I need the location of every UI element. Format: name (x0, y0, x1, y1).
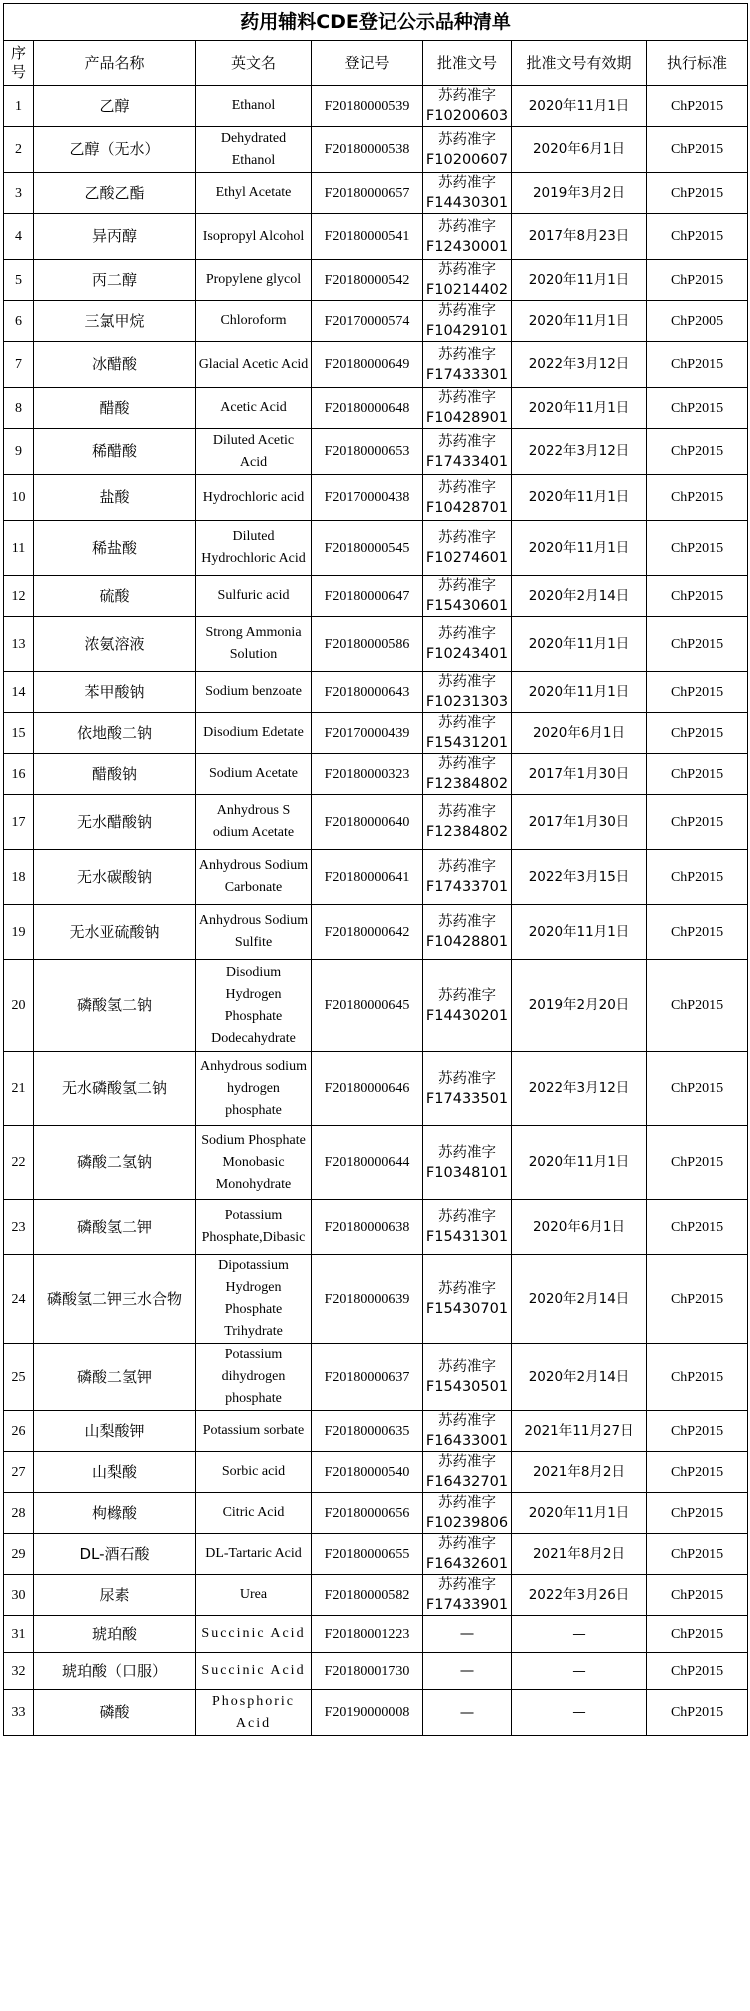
table-row (4, 1616, 748, 1653)
cell-name-cn: 无水亚硫酸钠 (34, 905, 196, 960)
cell-reg-no: F20180000653 (312, 429, 423, 475)
cell-name-cn: 尿素 (34, 1575, 196, 1616)
cell-reg-no: F20180000646 (312, 1052, 423, 1126)
cell-name-cn: 乙酸乙酯 (34, 173, 196, 214)
cell-validity: 2020年11月1日 (512, 1126, 647, 1200)
cell-validity: 2020年11月1日 (512, 617, 647, 672)
cell-standard: ChP2015 (647, 1534, 748, 1575)
cell-reg-no: F20180000640 (312, 795, 423, 850)
table-row (4, 672, 748, 713)
cell-validity: 2020年11月1日 (512, 1493, 647, 1534)
cell-no: 32 (4, 1653, 34, 1690)
cell-reg-no: F20170000439 (312, 713, 423, 754)
cell-reg-no: F20180000639 (312, 1255, 423, 1344)
cell-standard: ChP2015 (647, 850, 748, 905)
cell-standard: ChP2015 (647, 1690, 748, 1736)
table-row (4, 342, 748, 388)
header-name-en: 英文名 (196, 41, 312, 86)
cell-no: 12 (4, 576, 34, 617)
cell-standard: ChP2015 (647, 260, 748, 301)
table-row (4, 1255, 748, 1344)
cell-standard: ChP2015 (647, 1493, 748, 1534)
cell-name-cn: 稀盐酸 (34, 521, 196, 576)
cell-standard: ChP2015 (647, 617, 748, 672)
cell-reg-no: F20180000647 (312, 576, 423, 617)
cell-approval-no: 苏药准字F10428701 (423, 475, 512, 521)
table-row (4, 1411, 748, 1452)
cell-validity: 2020年2月14日 (512, 1344, 647, 1411)
cell-validity: — (512, 1616, 647, 1653)
page-title: 药用辅料CDE登记公示品种清单 (4, 4, 748, 41)
cell-name-cn: 无水磷酸氢二钠 (34, 1052, 196, 1126)
cell-standard: ChP2015 (647, 672, 748, 713)
cell-validity: 2020年6月1日 (512, 1200, 647, 1255)
cell-no: 2 (4, 127, 34, 173)
cell-validity: 2020年11月1日 (512, 521, 647, 576)
cell-no: 4 (4, 214, 34, 260)
cell-standard: ChP2015 (647, 1200, 748, 1255)
cell-name-cn: 稀醋酸 (34, 429, 196, 475)
cell-approval-no: 苏药准字F10239806 (423, 1493, 512, 1534)
cell-name-cn: 磷酸二氢钾 (34, 1344, 196, 1411)
cell-name-en: Propylene glycol (196, 260, 312, 301)
cell-approval-no: 苏药准字F15430601 (423, 576, 512, 617)
cell-standard: ChP2015 (647, 1411, 748, 1452)
cell-approval-no: — (423, 1690, 512, 1736)
cell-standard: ChP2015 (647, 1653, 748, 1690)
cell-approval-no: 苏药准字F10428901 (423, 388, 512, 429)
cell-name-cn: 磷酸氢二钾三水合物 (34, 1255, 196, 1344)
header-standard: 执行标准 (647, 41, 748, 86)
header-reg-no: 登记号 (312, 41, 423, 86)
cell-name-cn: 丙二醇 (34, 260, 196, 301)
cell-name-en: Diluted Hydrochloric Acid (196, 521, 312, 576)
cell-reg-no: F20180000545 (312, 521, 423, 576)
cell-standard: ChP2015 (647, 521, 748, 576)
cell-reg-no: F20180000540 (312, 1452, 423, 1493)
cell-approval-no: 苏药准字F16432601 (423, 1534, 512, 1575)
cell-name-cn: 依地酸二钠 (34, 713, 196, 754)
cell-name-cn: 山梨酸 (34, 1452, 196, 1493)
cell-validity: 2020年11月1日 (512, 86, 647, 127)
cell-validity: 2020年11月1日 (512, 475, 647, 521)
cell-standard: ChP2015 (647, 960, 748, 1052)
table-row (4, 1200, 748, 1255)
cell-name-cn: 磷酸二氢钠 (34, 1126, 196, 1200)
cell-reg-no: F20180000638 (312, 1200, 423, 1255)
table-row (4, 521, 748, 576)
cell-approval-no: 苏药准字F17433901 (423, 1575, 512, 1616)
cell-approval-no: 苏药准字F15430701 (423, 1255, 512, 1344)
cell-reg-no: F20180000641 (312, 850, 423, 905)
cell-name-cn: 无水醋酸钠 (34, 795, 196, 850)
cell-approval-no: 苏药准字F10200607 (423, 127, 512, 173)
table-row (4, 1126, 748, 1200)
cell-approval-no: 苏药准字F12384802 (423, 754, 512, 795)
table-row (4, 905, 748, 960)
cell-approval-no: 苏药准字F14430301 (423, 173, 512, 214)
cell-standard: ChP2015 (647, 1255, 748, 1344)
cell-name-cn: 盐酸 (34, 475, 196, 521)
cell-name-cn: 异丙醇 (34, 214, 196, 260)
cell-name-cn: 琥珀酸 (34, 1616, 196, 1653)
cell-reg-no: F20190000008 (312, 1690, 423, 1736)
cell-approval-no: 苏药准字F15431301 (423, 1200, 512, 1255)
table-row (4, 1493, 748, 1534)
cell-reg-no: F20170000438 (312, 475, 423, 521)
cell-name-en: Glacial Acetic Acid (196, 342, 312, 388)
cell-no: 6 (4, 301, 34, 342)
cell-validity: 2017年1月30日 (512, 795, 647, 850)
header-validity: 批准文号有效期 (512, 41, 647, 86)
cell-validity: — (512, 1690, 647, 1736)
table-row (4, 173, 748, 214)
cell-validity: 2020年11月1日 (512, 388, 647, 429)
cell-name-en: Citric Acid (196, 1493, 312, 1534)
cell-name-en: Disodium Edetate (196, 713, 312, 754)
cell-validity: 2017年1月30日 (512, 754, 647, 795)
cell-validity: 2017年8月23日 (512, 214, 647, 260)
cell-validity: 2020年11月1日 (512, 672, 647, 713)
cell-name-en: Disodium Hydrogen Phosphate Dodecahydrate (196, 960, 312, 1052)
cell-no: 5 (4, 260, 34, 301)
cell-validity: 2020年6月1日 (512, 713, 647, 754)
cell-validity: 2020年2月14日 (512, 1255, 647, 1344)
cell-name-en: Chloroform (196, 301, 312, 342)
cell-standard: ChP2005 (647, 301, 748, 342)
table-row (4, 1653, 748, 1690)
cell-approval-no: 苏药准字F16432701 (423, 1452, 512, 1493)
table-row (4, 1690, 748, 1736)
excipient-table (3, 3, 748, 1736)
cell-no: 26 (4, 1411, 34, 1452)
cell-reg-no: F20180001730 (312, 1653, 423, 1690)
table-row (4, 388, 748, 429)
cell-standard: ChP2015 (647, 576, 748, 617)
cell-validity: 2022年3月26日 (512, 1575, 647, 1616)
cell-standard: ChP2015 (647, 429, 748, 475)
cell-name-en: Urea (196, 1575, 312, 1616)
cell-standard: ChP2015 (647, 1575, 748, 1616)
cell-name-en: Sulfuric acid (196, 576, 312, 617)
cell-approval-no: 苏药准字F10200603 (423, 86, 512, 127)
cell-name-cn: 三氯甲烷 (34, 301, 196, 342)
cell-validity: 2020年11月1日 (512, 301, 647, 342)
cell-approval-no: 苏药准字F10214402 (423, 260, 512, 301)
cell-validity: 2020年6月1日 (512, 127, 647, 173)
cell-approval-no: 苏药准字F10274601 (423, 521, 512, 576)
cell-reg-no: F20170000574 (312, 301, 423, 342)
cell-no: 25 (4, 1344, 34, 1411)
cell-reg-no: F20180000541 (312, 214, 423, 260)
cell-no: 1 (4, 86, 34, 127)
cell-name-cn: 磷酸氢二钠 (34, 960, 196, 1052)
cell-standard: ChP2015 (647, 1126, 748, 1200)
cell-no: 13 (4, 617, 34, 672)
cell-name-en: Isopropyl Alcohol (196, 214, 312, 260)
header-approval-no: 批准文号 (423, 41, 512, 86)
cell-name-cn: 硫酸 (34, 576, 196, 617)
table-row (4, 1052, 748, 1126)
cell-reg-no: F20180000642 (312, 905, 423, 960)
cell-name-en: Potassium sorbate (196, 1411, 312, 1452)
cell-validity: 2021年8月2日 (512, 1452, 647, 1493)
cell-name-cn: 无水碳酸钠 (34, 850, 196, 905)
cell-standard: ChP2015 (647, 905, 748, 960)
cell-validity: 2022年3月12日 (512, 342, 647, 388)
table-row (4, 214, 748, 260)
cell-name-cn: 山梨酸钾 (34, 1411, 196, 1452)
cell-no: 18 (4, 850, 34, 905)
cell-reg-no: F20180000643 (312, 672, 423, 713)
cell-no: 24 (4, 1255, 34, 1344)
cell-name-en: Anhydrous sodium hydrogen phosphate (196, 1052, 312, 1126)
cell-name-en: Ethyl Acetate (196, 173, 312, 214)
cell-reg-no: F20180000323 (312, 754, 423, 795)
cell-name-en: Dipotassium Hydrogen Phosphate Trihydrate (196, 1255, 312, 1344)
cell-standard: ChP2015 (647, 214, 748, 260)
cell-name-en: DL-Tartaric Acid (196, 1534, 312, 1575)
cell-validity: 2019年3月2日 (512, 173, 647, 214)
table-row (4, 1452, 748, 1493)
table-row (4, 301, 748, 342)
header-seq-label: 序 号 (10, 44, 26, 81)
cell-reg-no: F20180001223 (312, 1616, 423, 1653)
cell-no: 11 (4, 521, 34, 576)
cell-validity: 2021年11月27日 (512, 1411, 647, 1452)
cell-standard: ChP2015 (647, 127, 748, 173)
cell-name-en: Potassium dihydrogen phosphate (196, 1344, 312, 1411)
cell-name-en: Sodium Phosphate Monobasic Monohydrate (196, 1126, 312, 1200)
cell-reg-no: F20180000644 (312, 1126, 423, 1200)
cell-no: 17 (4, 795, 34, 850)
cell-no: 20 (4, 960, 34, 1052)
cell-no: 21 (4, 1052, 34, 1126)
cell-validity: 2019年2月20日 (512, 960, 647, 1052)
cell-name-en: Succinic Acid (196, 1653, 312, 1690)
table-row (4, 86, 748, 127)
cell-approval-no: 苏药准字F17433501 (423, 1052, 512, 1126)
cell-name-en: Hydrochloric acid (196, 475, 312, 521)
cell-name-en: Sorbic acid (196, 1452, 312, 1493)
cell-name-en: Sodium Acetate (196, 754, 312, 795)
cell-no: 9 (4, 429, 34, 475)
cell-no: 14 (4, 672, 34, 713)
cell-no: 33 (4, 1690, 34, 1736)
cell-no: 3 (4, 173, 34, 214)
cell-validity: — (512, 1653, 647, 1690)
cell-approval-no: 苏药准字F15430501 (423, 1344, 512, 1411)
cell-no: 7 (4, 342, 34, 388)
cell-validity: 2022年3月12日 (512, 1052, 647, 1126)
cell-approval-no: 苏药准字F16433001 (423, 1411, 512, 1452)
cell-name-en: Anhydrous Sodium Carbonate (196, 850, 312, 905)
cell-name-cn: 磷酸 (34, 1690, 196, 1736)
cell-reg-no: F20180000648 (312, 388, 423, 429)
cell-no: 31 (4, 1616, 34, 1653)
cell-approval-no: 苏药准字F10231303 (423, 672, 512, 713)
cell-standard: ChP2015 (647, 1344, 748, 1411)
table-row (4, 576, 748, 617)
cell-name-en: Phosphoric Acid (196, 1690, 312, 1736)
table-row (4, 850, 748, 905)
cell-reg-no: F20180000637 (312, 1344, 423, 1411)
cell-approval-no: 苏药准字F17433301 (423, 342, 512, 388)
cell-reg-no: F20180000582 (312, 1575, 423, 1616)
header-name-cn: 产品名称 (34, 41, 196, 86)
cell-standard: ChP2015 (647, 173, 748, 214)
cell-reg-no: F20180000656 (312, 1493, 423, 1534)
cell-name-en: Diluted Acetic Acid (196, 429, 312, 475)
cell-name-cn: 枸橼酸 (34, 1493, 196, 1534)
cell-approval-no: 苏药准字F10348101 (423, 1126, 512, 1200)
cell-approval-no: 苏药准字F14430201 (423, 960, 512, 1052)
cell-validity: 2020年11月1日 (512, 905, 647, 960)
cell-name-en: Potassium Phosphate,Dibasic (196, 1200, 312, 1255)
cell-reg-no: F20180000657 (312, 173, 423, 214)
cell-standard: ChP2015 (647, 713, 748, 754)
cell-name-en: Sodium benzoate (196, 672, 312, 713)
cell-name-en: Anhydrous S odium Acetate (196, 795, 312, 850)
header-seq (4, 41, 34, 86)
cell-no: 27 (4, 1452, 34, 1493)
cell-approval-no: 苏药准字F17433401 (423, 429, 512, 475)
cell-approval-no: 苏药准字F10243401 (423, 617, 512, 672)
cell-name-cn: 苯甲酸钠 (34, 672, 196, 713)
cell-standard: ChP2015 (647, 754, 748, 795)
cell-name-cn: 冰醋酸 (34, 342, 196, 388)
cell-standard: ChP2015 (647, 1616, 748, 1653)
cell-approval-no: 苏药准字F10429101 (423, 301, 512, 342)
cell-standard: ChP2015 (647, 86, 748, 127)
table-row (4, 754, 748, 795)
cell-reg-no: F20180000635 (312, 1411, 423, 1452)
table-row (4, 475, 748, 521)
header-row (4, 41, 748, 86)
cell-no: 22 (4, 1126, 34, 1200)
cell-reg-no: F20180000539 (312, 86, 423, 127)
cell-standard: ChP2015 (647, 388, 748, 429)
cell-no: 19 (4, 905, 34, 960)
cell-standard: ChP2015 (647, 1452, 748, 1493)
table-body (4, 86, 748, 1736)
table-row (4, 260, 748, 301)
cell-validity: 2020年2月14日 (512, 576, 647, 617)
table-row (4, 127, 748, 173)
cell-no: 30 (4, 1575, 34, 1616)
cell-name-cn: 醋酸钠 (34, 754, 196, 795)
cell-name-cn: 琥珀酸（口服） (34, 1653, 196, 1690)
cell-approval-no: 苏药准字F10428801 (423, 905, 512, 960)
cell-standard: ChP2015 (647, 342, 748, 388)
cell-reg-no: F20180000649 (312, 342, 423, 388)
cell-no: 29 (4, 1534, 34, 1575)
table-row (4, 617, 748, 672)
cell-name-cn: 乙醇（无水） (34, 127, 196, 173)
cell-name-en: Acetic Acid (196, 388, 312, 429)
cell-standard: ChP2015 (647, 1052, 748, 1126)
cell-name-cn: 磷酸氢二钾 (34, 1200, 196, 1255)
cell-name-en: Anhydrous Sodium Sulfite (196, 905, 312, 960)
cell-name-en: Dehydrated Ethanol (196, 127, 312, 173)
cell-validity: 2020年11月1日 (512, 260, 647, 301)
cell-reg-no: F20180000586 (312, 617, 423, 672)
table-row (4, 1534, 748, 1575)
cell-name-cn: 浓氨溶液 (34, 617, 196, 672)
cell-name-cn: 醋酸 (34, 388, 196, 429)
table-row (4, 1575, 748, 1616)
table-row (4, 960, 748, 1052)
cell-standard: ChP2015 (647, 475, 748, 521)
table-row (4, 795, 748, 850)
cell-validity: 2022年3月12日 (512, 429, 647, 475)
cell-approval-no: — (423, 1616, 512, 1653)
cell-reg-no: F20180000645 (312, 960, 423, 1052)
cell-approval-no: — (423, 1653, 512, 1690)
cell-no: 10 (4, 475, 34, 521)
cell-no: 8 (4, 388, 34, 429)
cell-approval-no: 苏药准字F15431201 (423, 713, 512, 754)
cell-approval-no: 苏药准字F17433701 (423, 850, 512, 905)
cell-name-cn: DL-酒石酸 (34, 1534, 196, 1575)
cell-no: 16 (4, 754, 34, 795)
cell-reg-no: F20180000542 (312, 260, 423, 301)
cell-name-cn: 乙醇 (34, 86, 196, 127)
cell-standard: ChP2015 (647, 795, 748, 850)
cell-approval-no: 苏药准字F12430001 (423, 214, 512, 260)
cell-reg-no: F20180000655 (312, 1534, 423, 1575)
table-row (4, 713, 748, 754)
title-row (4, 4, 748, 41)
cell-name-en: Succinic Acid (196, 1616, 312, 1653)
cell-validity: 2022年3月15日 (512, 850, 647, 905)
cell-validity: 2021年8月2日 (512, 1534, 647, 1575)
cell-approval-no: 苏药准字F12384802 (423, 795, 512, 850)
cell-no: 28 (4, 1493, 34, 1534)
table-row (4, 1344, 748, 1411)
table-row (4, 429, 748, 475)
cell-no: 15 (4, 713, 34, 754)
cell-reg-no: F20180000538 (312, 127, 423, 173)
cell-name-en: Strong Ammonia Solution (196, 617, 312, 672)
cell-name-en: Ethanol (196, 86, 312, 127)
cell-no: 23 (4, 1200, 34, 1255)
